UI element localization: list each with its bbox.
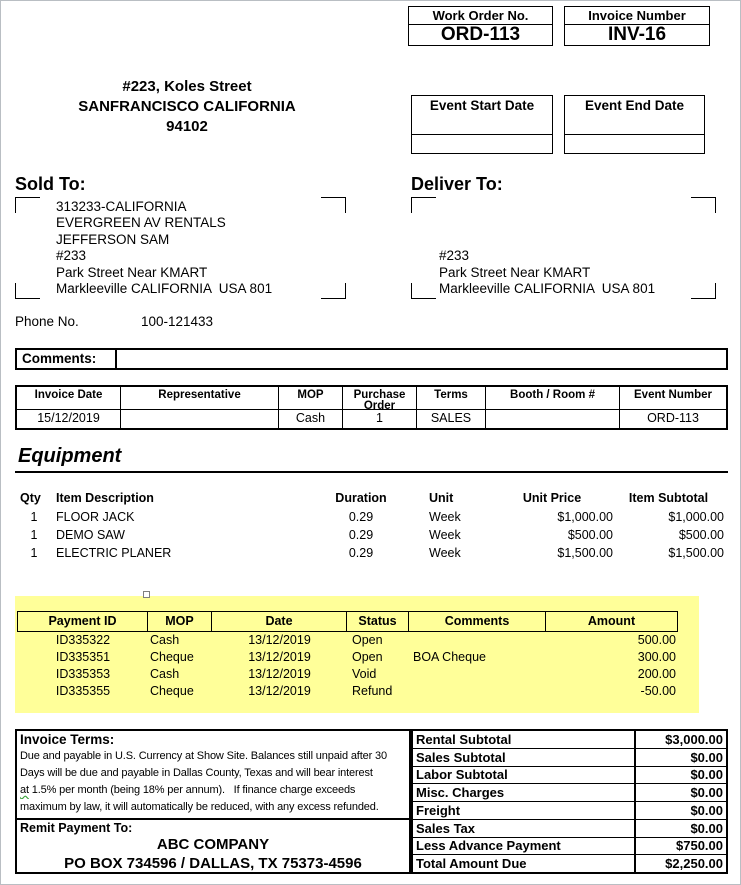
- table-cell: $1,500.00: [668, 546, 724, 560]
- invoice-number-value: INV-16: [607, 24, 667, 45]
- table-cell: 13/12/2019: [248, 633, 311, 647]
- address-line: Park Street Near KMART: [439, 264, 591, 280]
- table-cell: Cheque: [150, 684, 194, 698]
- terms-text: 1.5% per month (being 18% per annum). If finance charge exceeds: [28, 784, 356, 796]
- crop-mark-top-right: [321, 197, 346, 213]
- address-line: #233: [56, 248, 87, 264]
- table-cell: $1,000.00: [668, 510, 724, 524]
- remit-payment-title: Remit Payment To:: [20, 821, 133, 835]
- table-cell: $1,000.00: [557, 510, 613, 524]
- column-header: Invoice Date: [17, 387, 121, 412]
- address-line: Markleeville CALIFORNIA USA 801: [56, 280, 273, 296]
- remit-company-name: ABC COMPANY: [156, 836, 270, 853]
- table-cell: Total Amount Due: [416, 856, 527, 872]
- totals-row: [413, 801, 726, 819]
- payment-row: [18, 632, 678, 649]
- company-address: [1, 77, 373, 137]
- table-cell: Week: [429, 546, 461, 560]
- table-cell: SALES: [417, 410, 486, 428]
- address-line: [439, 215, 655, 231]
- table-cell: $500.00: [567, 528, 613, 542]
- table-cell: 13/12/2019: [248, 667, 311, 681]
- sold-to-block: [15, 197, 346, 299]
- table-cell: $1,500.00: [557, 546, 613, 560]
- totals-row: [413, 819, 726, 837]
- table-cell: 0.29: [348, 546, 374, 560]
- address-line: #233: [439, 248, 470, 264]
- table-cell: ORD-113: [647, 411, 699, 425]
- work-order-box: [408, 6, 553, 46]
- address-line: EVERGREEN AV RENTALS: [56, 215, 226, 231]
- event-end-value: [565, 135, 704, 153]
- invoice-number-box: [564, 6, 710, 46]
- table-cell: Sales Tax: [416, 820, 476, 836]
- table-cell: $750.00: [634, 838, 726, 855]
- table-cell: 1: [30, 546, 38, 560]
- totals-row: [413, 837, 726, 855]
- equipment-row: [15, 544, 724, 562]
- column-header: Item Subtotal: [628, 491, 709, 505]
- event-start-label: Event Start Date: [412, 96, 552, 135]
- address-line: JEFFERSON SAM: [56, 231, 170, 247]
- equipment-section-title: Equipment: [18, 445, 122, 467]
- table-cell: 0.29: [348, 510, 374, 524]
- deliver-to-title: Deliver To:: [411, 174, 503, 194]
- terms-text-line: [17, 782, 409, 799]
- column-header: Unit Price: [522, 491, 582, 505]
- column-header: Comments: [409, 612, 546, 631]
- deliver-to-address: [439, 199, 655, 297]
- crop-mark-top-right: [691, 197, 716, 213]
- table-cell: ID335351: [55, 650, 111, 664]
- table-cell: ELECTRIC PLANER: [56, 546, 172, 560]
- order-info-header: [17, 387, 726, 410]
- table-cell: Week: [429, 528, 461, 542]
- table-cell: 1: [30, 528, 38, 542]
- table-cell: 0.29: [348, 528, 374, 542]
- comments-box: [15, 348, 728, 370]
- comments-value: [117, 350, 726, 368]
- work-order-label: Work Order No.: [409, 7, 552, 25]
- table-cell: 15/12/2019: [17, 410, 121, 428]
- address-line: Park Street Near KMART: [56, 264, 208, 280]
- crop-mark-bottom-left: [411, 283, 436, 299]
- table-cell: $0.00: [634, 767, 726, 784]
- table-cell: 13/12/2019: [248, 650, 311, 664]
- totals-row: [413, 783, 726, 801]
- invoice-terms-box: [15, 729, 411, 874]
- column-header: Unit: [429, 491, 454, 505]
- comments-label: Comments:: [17, 350, 117, 368]
- crop-mark-bottom-left: [15, 283, 40, 299]
- table-cell: 1: [30, 510, 38, 524]
- table-cell: 500.00: [637, 633, 676, 647]
- table-cell: Cash: [150, 667, 180, 681]
- table-cell: $0.00: [634, 802, 726, 819]
- table-cell: Open: [352, 650, 383, 664]
- column-header: Item Description: [56, 491, 154, 505]
- terms-text-line: maximum by law, it will automatically be reduced, with any excess refunded.: [20, 801, 379, 813]
- column-header: Terms: [417, 387, 486, 412]
- crop-mark-top-left: [15, 197, 40, 213]
- company-address-line: #223, Koles Street: [122, 78, 252, 95]
- terms-text-line: Days will be due and payable in Dallas County, Texas and will bear interest: [20, 767, 373, 779]
- table-cell: $0.00: [634, 749, 726, 766]
- crop-mark-bottom-right: [321, 283, 346, 299]
- totals-row: [413, 748, 726, 766]
- table-cell: ID335322: [55, 633, 111, 647]
- table-cell: FLOOR JACK: [56, 510, 135, 524]
- work-order-value: ORD-113: [440, 24, 521, 45]
- payments-table: [17, 611, 678, 700]
- order-info-row: [17, 410, 726, 428]
- spellcheck-word: at: [20, 784, 29, 796]
- terms-text-line: Due and payable in U.S. Currency at Show Site. Balances still unpaid after 30: [20, 750, 387, 762]
- table-cell: $0.00: [634, 820, 726, 837]
- payments-header: [17, 611, 678, 632]
- payment-row: [18, 666, 678, 683]
- column-header: Qty: [20, 491, 41, 505]
- table-cell: Labor Subtotal: [416, 767, 508, 783]
- equipment-header: [15, 489, 724, 507]
- table-cell: BOA Cheque: [413, 650, 486, 664]
- column-header: Purchase Order: [343, 387, 417, 412]
- sold-to-address: [56, 199, 272, 297]
- column-header: Representative: [121, 387, 279, 412]
- totals-row: [413, 766, 726, 784]
- table-cell: $3,000.00: [634, 731, 726, 748]
- deliver-to-block: [411, 197, 716, 299]
- address-line: [439, 232, 655, 248]
- table-cell: Cash: [279, 410, 343, 428]
- table-cell: $0.00: [634, 784, 726, 801]
- totals-row: [413, 854, 726, 872]
- column-header: MOP: [148, 612, 212, 631]
- remit-address: PO BOX 734596 / DALLAS, TX 75373-4596: [64, 855, 362, 872]
- payment-row: [18, 649, 678, 666]
- table-cell: Freight: [416, 802, 461, 818]
- column-header: Payment ID: [18, 612, 148, 631]
- table-cell: ID335355: [55, 684, 111, 698]
- event-end-label: Event End Date: [565, 96, 704, 135]
- event-start-box: [411, 95, 553, 154]
- totals-table: [411, 729, 728, 874]
- column-header: Event Number: [634, 389, 712, 401]
- phone-value: 100-121433: [141, 314, 214, 329]
- table-cell: Void: [352, 667, 377, 681]
- event-end-box: [564, 95, 705, 154]
- table-cell: 200.00: [637, 667, 676, 681]
- sold-to-title: Sold To:: [15, 174, 86, 194]
- table-cell: 1: [343, 410, 417, 428]
- table-cell: Open: [352, 633, 383, 647]
- equipment-row: [15, 526, 724, 544]
- column-header: Date: [212, 612, 347, 631]
- table-cell: Misc. Charges: [416, 785, 505, 801]
- table-cell: DEMO SAW: [56, 528, 125, 542]
- company-address-line: 94102: [166, 118, 208, 135]
- table-cell: ID335353: [55, 667, 111, 681]
- phone-label: Phone No.: [15, 314, 79, 329]
- table-cell: [486, 410, 620, 428]
- payment-row: [18, 683, 678, 700]
- address-line: 313233-CALIFORNIA: [56, 199, 187, 214]
- address-line: [439, 199, 655, 215]
- table-cell: [121, 410, 279, 428]
- column-header: MOP: [279, 387, 343, 412]
- equipment-divider: [15, 471, 728, 473]
- table-cell: Rental Subtotal: [416, 731, 512, 747]
- table-cell: [409, 666, 546, 683]
- table-cell: $500.00: [678, 528, 724, 542]
- invoice-number-label: Invoice Number: [565, 7, 709, 25]
- table-cell: 300.00: [637, 650, 676, 664]
- crop-mark-top-left: [411, 197, 436, 213]
- address-line: Markleeville CALIFORNIA USA 801: [439, 280, 656, 296]
- column-header: Booth / Room #: [486, 387, 620, 412]
- table-cell: [409, 683, 546, 700]
- column-header: Amount: [587, 614, 636, 628]
- table-cell: Week: [429, 510, 461, 524]
- company-address-line: SANFRANCISCO CALIFORNIA: [78, 98, 296, 115]
- table-cell: 13/12/2019: [248, 684, 311, 698]
- order-info-table: [15, 385, 728, 430]
- remit-payment-section: [17, 818, 409, 873]
- table-cell: Cash: [150, 633, 180, 647]
- equipment-table: [15, 489, 724, 562]
- table-cell: Refund: [352, 684, 393, 698]
- event-start-value: [412, 135, 552, 153]
- table-cell: Cheque: [150, 650, 194, 664]
- table-cell: [409, 632, 546, 649]
- selection-handle: [143, 591, 150, 598]
- table-cell: Less Advance Payment: [416, 838, 561, 854]
- totals-row: [413, 731, 726, 748]
- equipment-row: [15, 508, 724, 526]
- crop-mark-bottom-right: [691, 283, 716, 299]
- table-cell: Sales Subtotal: [416, 749, 506, 765]
- column-header: Duration: [335, 491, 387, 505]
- column-header: Status: [347, 612, 409, 631]
- table-cell: -50.00: [640, 684, 676, 698]
- invoice-terms-title: Invoice Terms:: [20, 732, 115, 747]
- table-cell: $2,250.00: [634, 855, 726, 872]
